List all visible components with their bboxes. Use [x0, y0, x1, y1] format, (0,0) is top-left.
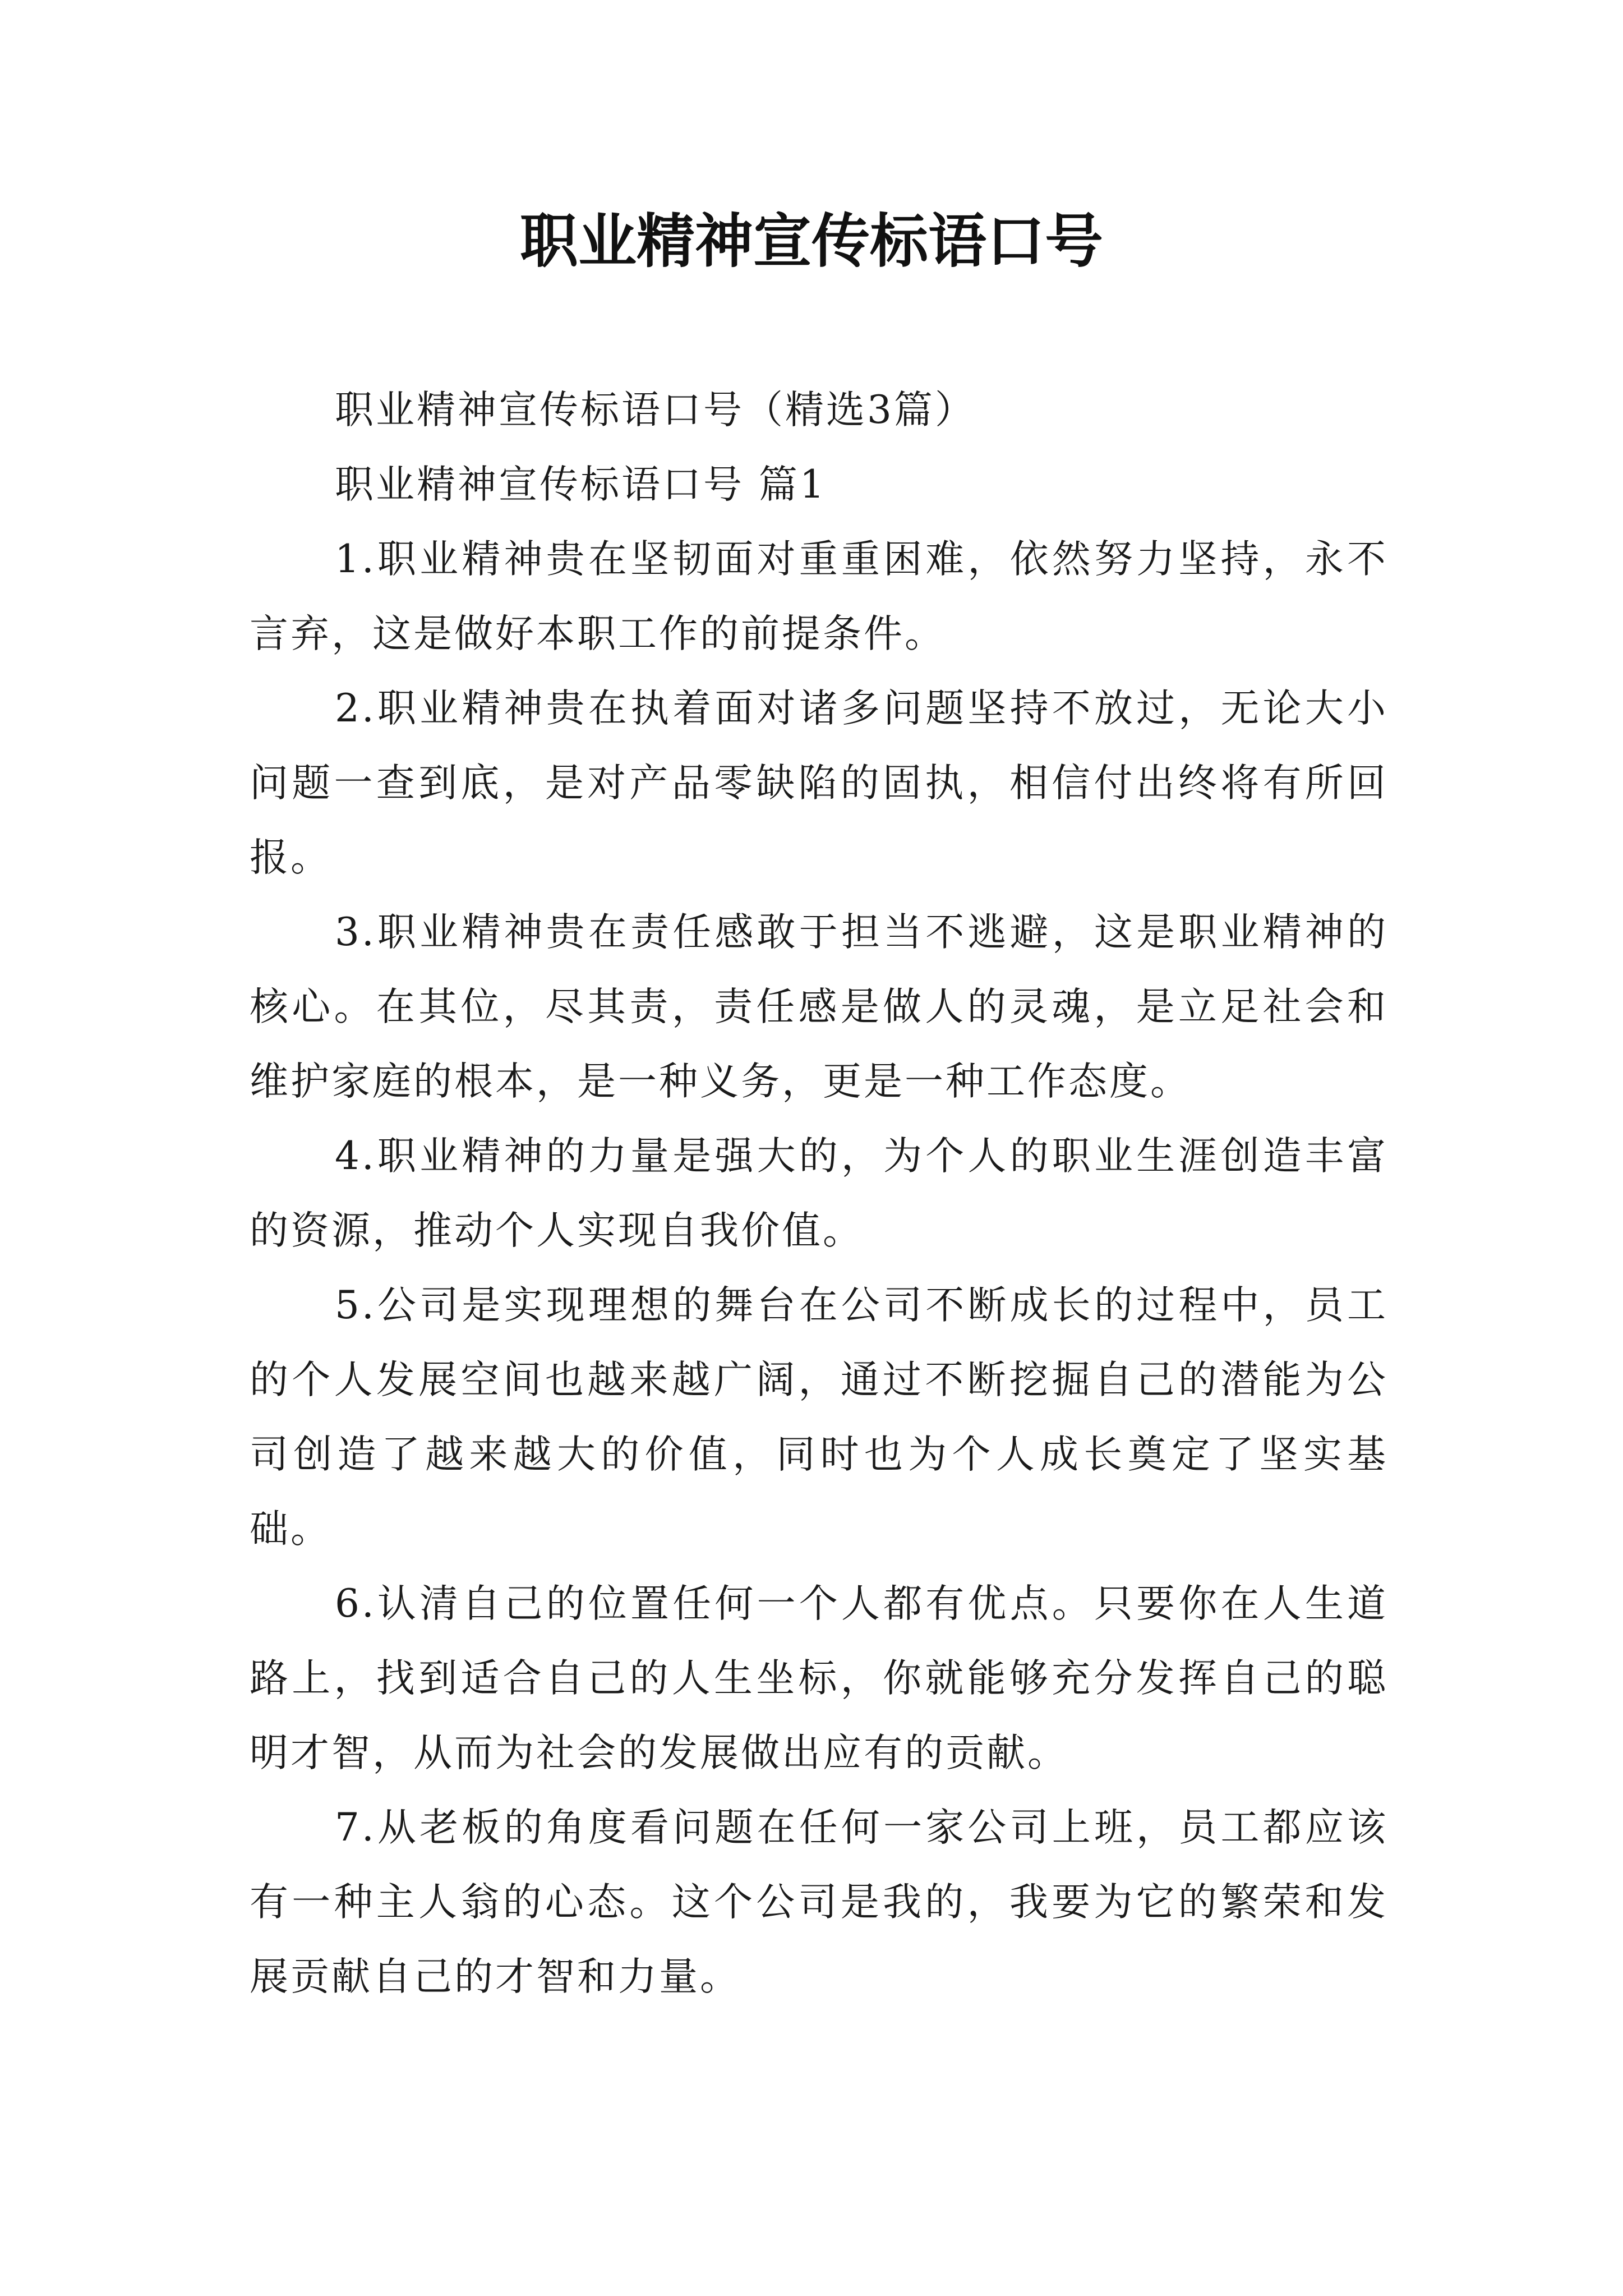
slogan-paragraph-7: 7.从老板的角度看问题在任何一家公司上班，员工都应该有一种主人翁的心态。这个公司是我的，我要为它的繁荣和发展贡献自己的才智和力量。	[250, 1805, 1388, 1999]
document-title: 职业精神宣传标语口号	[519, 206, 1103, 275]
slogan-paragraph-6: 6.认清自己的位置任何一个人都有优点。只要你在人生道路上，找到适合自己的人生坐标，你就能够充分发挥自己的聪明才智，从而为社会的发展做出应有的贡献。	[250, 1581, 1388, 1775]
slogan-paragraph-2: 2.职业精神贵在执着面对诸多问题坚持不放过，无论大小问题一查到底，是对产品零缺陷的固执，相信付出终将有所回报。	[250, 686, 1388, 880]
document-body	[250, 373, 1388, 2014]
section-heading: 职业精神宣传标语口号 篇1	[335, 462, 827, 507]
slogan-paragraph-4: 4.职业精神的力量是强大的，为个人的职业生涯创造丰富的资源，推动个人实现自我价值。	[250, 1134, 1388, 1253]
slogan-paragraph-3: 3.职业精神贵在责任感敢于担当不逃避，这是职业精神的核心。在其位，尽其责，责任感是做人的灵魂，是立足社会和维护家庭的根本，是一种义务，更是一种工作态度。	[250, 910, 1388, 1104]
subtitle-paragraph: 职业精神宣传标语口号（精选3篇）	[335, 388, 976, 432]
slogan-paragraph-5: 5.公司是实现理想的舞台在公司不断成长的过程中，员工的个人发展空间也越来越广阔，通过不断挖掘自己的潜能为公司创造了越来越大的价值，同时也为个人成长奠定了坚实基础。	[250, 1283, 1388, 1552]
slogan-paragraph-1: 1.职业精神贵在坚韧面对重重困难，依然努力坚持，永不言弃，这是做好本职工作的前提条件。	[250, 537, 1388, 656]
